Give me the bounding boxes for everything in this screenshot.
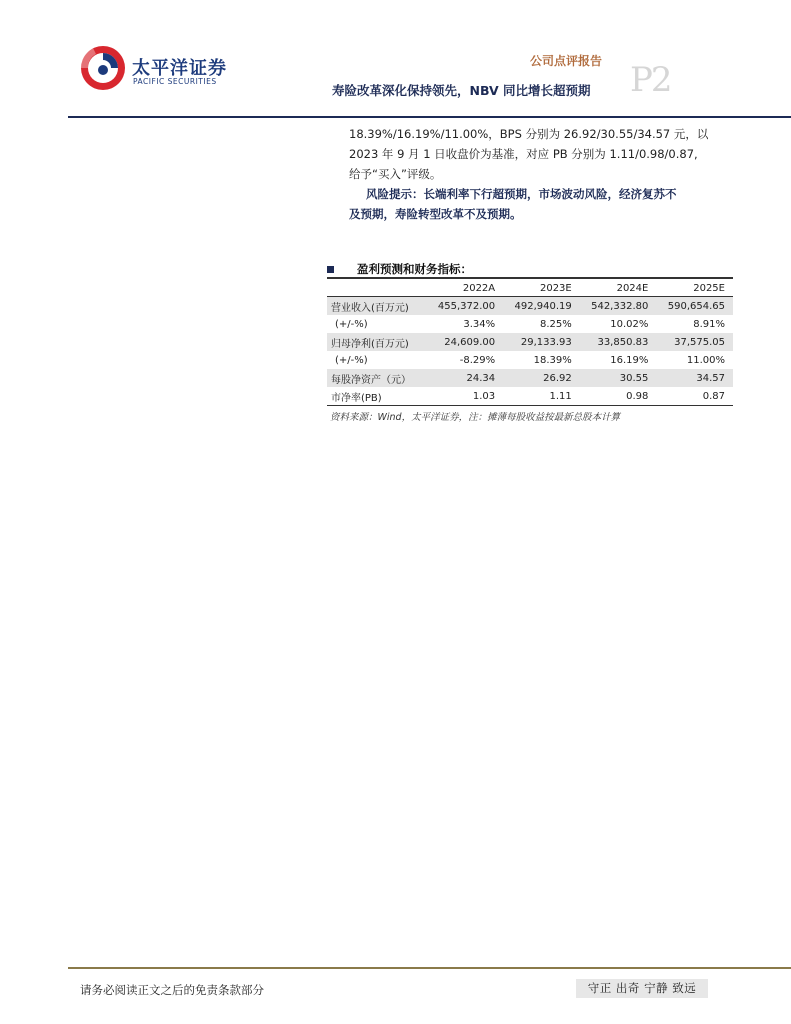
table-row: [327, 351, 733, 369]
footer-motto: 守正 出奇 宁静 致远: [576, 979, 708, 998]
report-title: 寿险改革深化保持领先，NBV 同比增长超预期: [332, 83, 591, 98]
table-cell: 37,575.05: [656, 333, 733, 351]
table-cell: 24,609.00: [427, 333, 504, 351]
table-header-cell: 2025E: [656, 280, 733, 297]
row-label: 每股净资产（元）: [327, 369, 427, 387]
table-cell: 590,654.65: [656, 297, 733, 316]
table-cell: 33,850.83: [580, 333, 657, 351]
page-number: P2: [630, 60, 671, 100]
table-cell: 26.92: [503, 369, 580, 387]
table-cell: 11.00%: [686, 354, 725, 366]
table-cell: 3.34%: [463, 318, 496, 330]
row-label: (+/-%): [335, 318, 368, 330]
table-header-cell: 2022A: [427, 280, 504, 297]
logo-mark-icon: [78, 42, 128, 92]
table-cell: 542,332.80: [580, 297, 657, 316]
table-cell: 18.39%: [533, 354, 572, 366]
table-cell: 10.02%: [610, 318, 649, 330]
table-cell: 1.03: [427, 387, 504, 406]
table-cell: -8.29%: [459, 354, 496, 366]
table-title: 盈利预测和财务指标：: [357, 262, 472, 276]
body-paragraph-line-2: 2023 年 9 月 1 日收盘价为基准，对应 PB 分别为 1.11/0.98/0.87,: [349, 147, 698, 161]
table-row: [327, 387, 733, 406]
table-cell: 455,372.00: [427, 297, 504, 316]
table-cell: 16.19%: [610, 354, 649, 366]
table-cell: 492,940.19: [503, 297, 580, 316]
table-row: [327, 369, 733, 387]
report-type-label: 公司点评报告: [530, 54, 603, 68]
table-cell: 30.55: [580, 369, 657, 387]
header-divider: [68, 116, 791, 118]
risk-warning-line-2: 及预期，寿险转型改革不及预期。: [349, 207, 522, 221]
table-cell: 1.11: [503, 387, 580, 406]
footer-disclaimer: 请务必阅读正文之后的免责条款部分: [80, 983, 264, 997]
table-bullet-icon: [327, 266, 334, 273]
table-cell: 29,133.93: [503, 333, 580, 351]
logo-english-name: PACIFIC SECURITIES: [133, 77, 217, 86]
company-logo: [78, 42, 228, 92]
row-label: 归母净利(百万元): [327, 333, 427, 351]
table-top-rule: [327, 277, 733, 279]
logo-chinese-name: 太平洋证券: [132, 58, 227, 79]
body-paragraph-line-3: 给予“买入”评级。: [349, 167, 442, 181]
row-label: 营业收入(百万元): [327, 297, 427, 316]
body-paragraph-line-1: 18.39%/16.19%/11.00%，BPS 分别为 26.92/30.55/34.57 元，以: [349, 127, 709, 141]
table-row: [327, 333, 733, 351]
row-label: (+/-%): [335, 354, 368, 366]
financial-forecast-table: [327, 280, 733, 406]
table-cell: 8.91%: [693, 318, 725, 330]
table-row: [327, 315, 733, 333]
table-row: [327, 297, 733, 316]
table-header-row: [327, 280, 733, 297]
footer-divider: [68, 967, 791, 969]
table-cell: 0.87: [656, 387, 733, 406]
table-header-cell: 2023E: [503, 280, 580, 297]
table-cell: 24.34: [427, 369, 504, 387]
table-cell: 8.25%: [539, 318, 572, 330]
table-source-note: 资料来源：Wind，太平洋证券，注：摊薄每股收益按最新总股本计算: [330, 412, 621, 423]
table-cell: 0.98: [580, 387, 657, 406]
row-label: 市净率(PB): [327, 387, 427, 406]
risk-warning-line-1: 风险提示：长端利率下行超预期，市场波动风险，经济复苏不: [366, 187, 677, 201]
table-cell: 34.57: [656, 369, 733, 387]
table-header-cell: [327, 280, 427, 297]
table-header-cell: 2024E: [580, 280, 657, 297]
